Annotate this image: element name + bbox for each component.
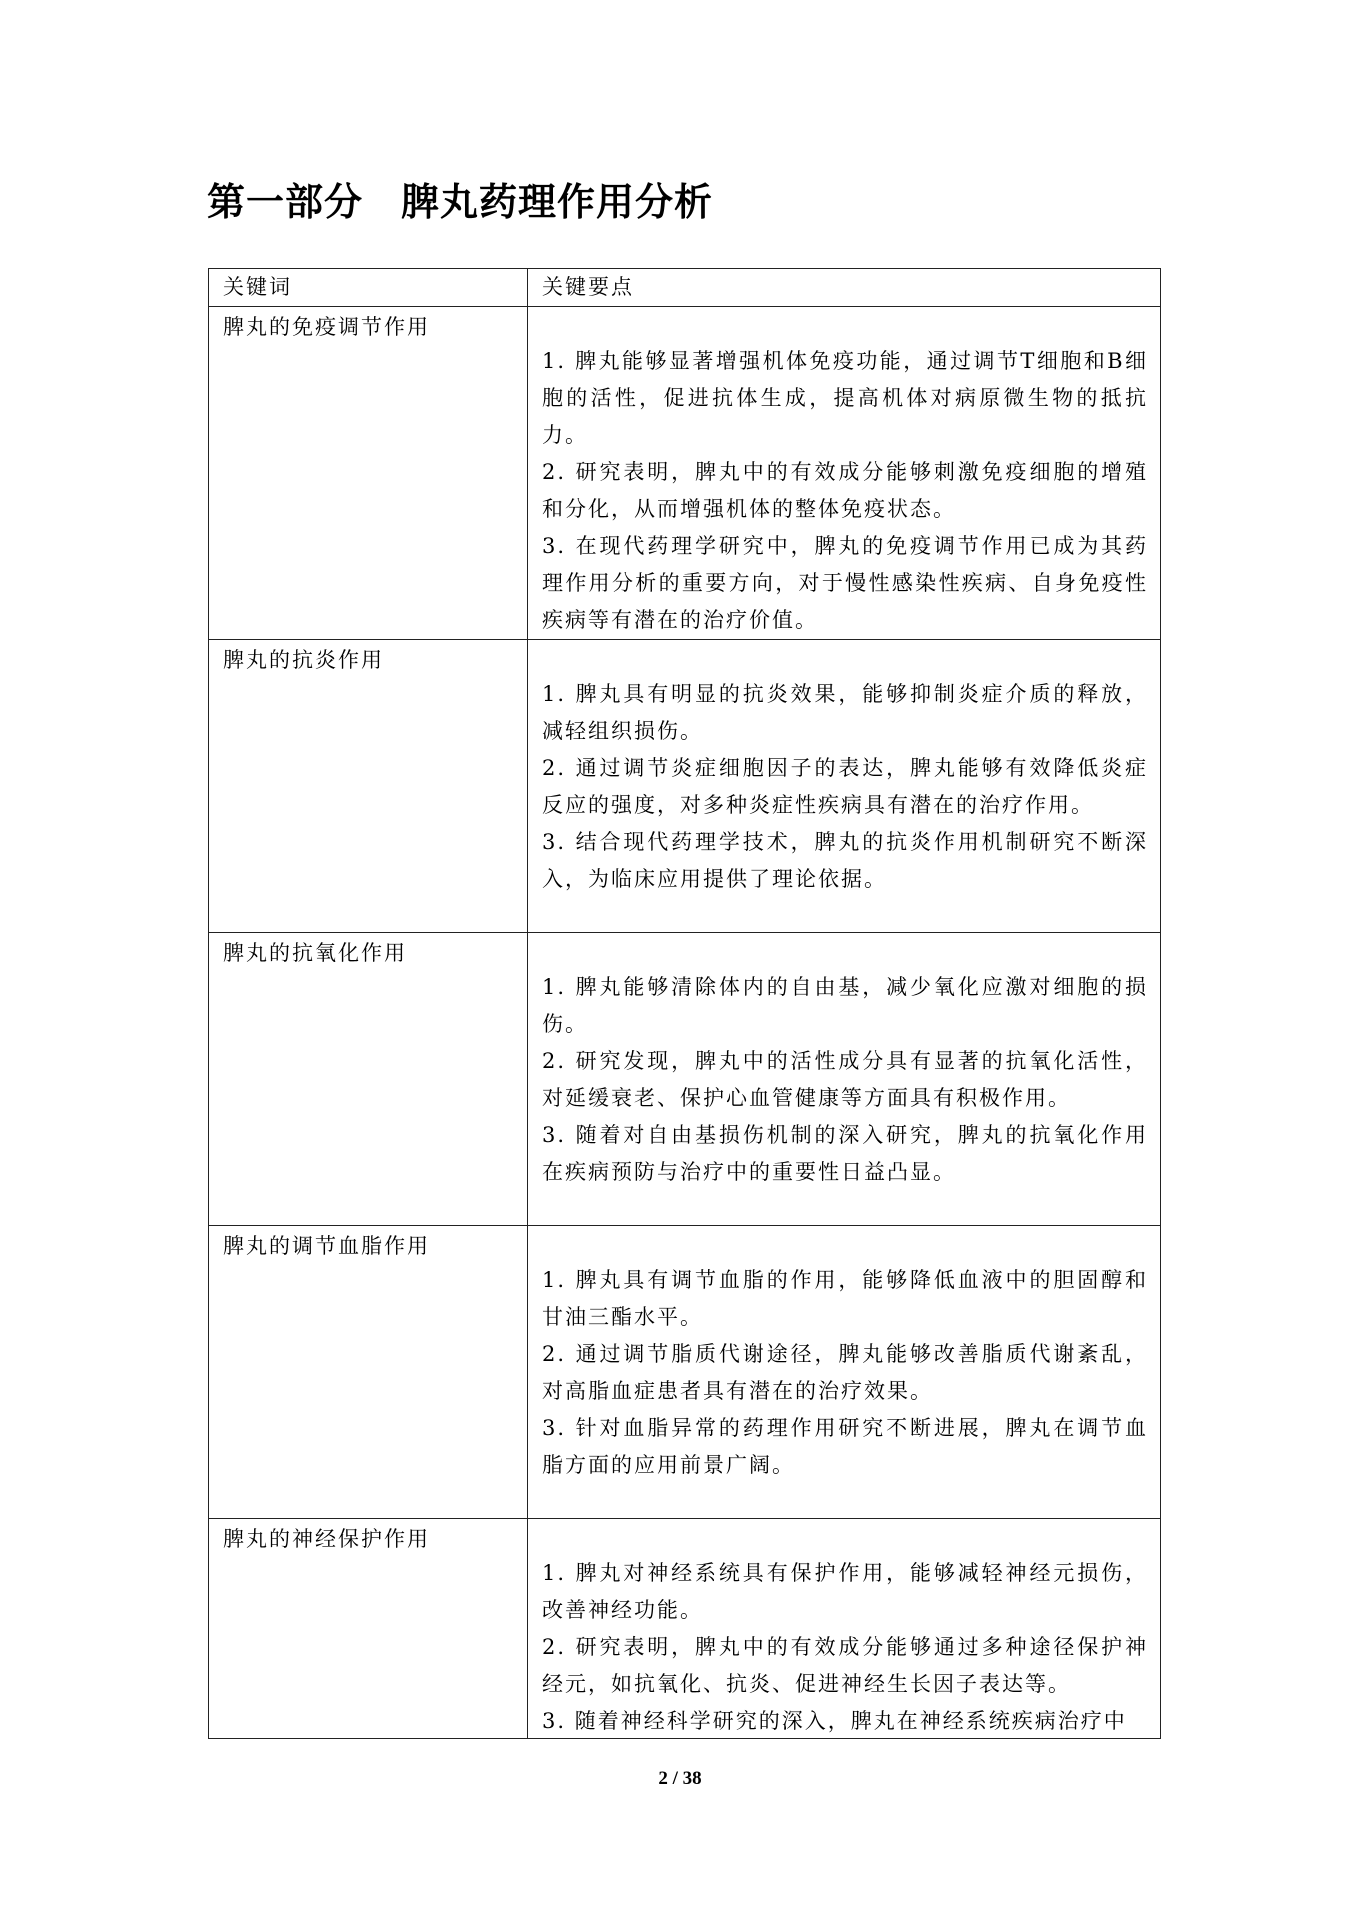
key-point: 3. 随着对自由基损伤机制的深入研究，脾丸的抗氧化作用在疾病预防与治疗中的重要性日益凸显。 xyxy=(542,1123,1148,1184)
key-point: 3. 随着神经科学研究的深入，脾丸在神经系统疾病治疗中 xyxy=(542,1709,1127,1733)
key-point: 3. 针对血脂异常的药理作用研究不断进展，脾丸在调节血脂方面的应用前景广阔。 xyxy=(542,1416,1148,1477)
keyword-cell: 脾丸的调节血脂作用 xyxy=(209,1226,528,1519)
key-point: 1. 脾丸具有明显的抗炎效果，能够抑制炎症介质的释放，减轻组织损伤。 xyxy=(542,682,1148,743)
points-cell xyxy=(528,933,1161,1226)
table-row xyxy=(209,1226,1161,1519)
points-list xyxy=(542,676,1148,898)
points-list xyxy=(542,1555,1148,1733)
header-keyword: 关键词 xyxy=(209,269,528,307)
key-point: 1. 脾丸对神经系统具有保护作用，能够减轻神经元损伤，改善神经功能。 xyxy=(542,1561,1148,1622)
key-point: 1. 脾丸具有调节血脂的作用，能够降低血液中的胆固醇和甘油三酯水平。 xyxy=(542,1268,1148,1329)
points-cell xyxy=(528,640,1161,933)
title-name: 脾丸药理作用分析 xyxy=(401,179,714,224)
table-header-row xyxy=(209,269,1161,307)
page-title xyxy=(207,176,713,228)
key-point: 1. 脾丸能够清除体内的自由基，减少氧化应激对细胞的损伤。 xyxy=(542,975,1148,1036)
key-point: 2. 研究表明，脾丸中的有效成分能够刺激免疫细胞的增殖和分化，从而增强机体的整体免疫状态。 xyxy=(542,460,1148,521)
points-cell xyxy=(528,1226,1161,1519)
header-key-points: 关键要点 xyxy=(528,269,1161,307)
key-point: 1. 脾丸能够显著增强机体免疫功能，通过调节T细胞和B细胞的活性，促进抗体生成，提高机体对病原微生物的抵抗力。 xyxy=(542,349,1148,447)
keyword-cell: 脾丸的免疫调节作用 xyxy=(209,307,528,640)
title-part: 第一部分 xyxy=(207,179,364,224)
key-point: 2. 研究发现，脾丸中的活性成分具有显著的抗氧化活性，对延缓衰老、保护心血管健康等方面具有积极作用。 xyxy=(542,1049,1148,1110)
points-cell xyxy=(528,307,1161,640)
table-row xyxy=(209,640,1161,933)
keyword-table xyxy=(208,268,1161,1739)
key-point: 2. 通过调节脂质代谢途径，脾丸能够改善脂质代谢紊乱，对高脂血症患者具有潜在的治疗效果。 xyxy=(542,1342,1148,1403)
points-list xyxy=(542,969,1148,1191)
keyword-cell: 脾丸的神经保护作用 xyxy=(209,1519,528,1739)
table-row xyxy=(209,933,1161,1226)
keyword-cell: 脾丸的抗氧化作用 xyxy=(209,933,528,1226)
page-number: 2 / 38 xyxy=(658,1768,702,1789)
table-row xyxy=(209,307,1161,640)
points-list xyxy=(542,1262,1148,1484)
keyword-cell: 脾丸的抗炎作用 xyxy=(209,640,528,933)
points-list xyxy=(542,343,1148,639)
key-point: 2. 研究表明，脾丸中的有效成分能够通过多种途径保护神经元，如抗氧化、抗炎、促进神经生长因子表达等。 xyxy=(542,1635,1148,1696)
table-row xyxy=(209,1519,1161,1739)
key-point: 3. 在现代药理学研究中，脾丸的免疫调节作用已成为其药理作用分析的重要方向，对于慢性感染性疾病、自身免疫性疾病等有潜在的治疗价值。 xyxy=(542,534,1148,632)
key-point: 3. 结合现代药理学技术，脾丸的抗炎作用机制研究不断深入，为临床应用提供了理论依据。 xyxy=(542,830,1148,891)
key-point: 2. 通过调节炎症细胞因子的表达，脾丸能够有效降低炎症反应的强度，对多种炎症性疾病具有潜在的治疗作用。 xyxy=(542,756,1148,817)
points-cell xyxy=(528,1519,1161,1739)
